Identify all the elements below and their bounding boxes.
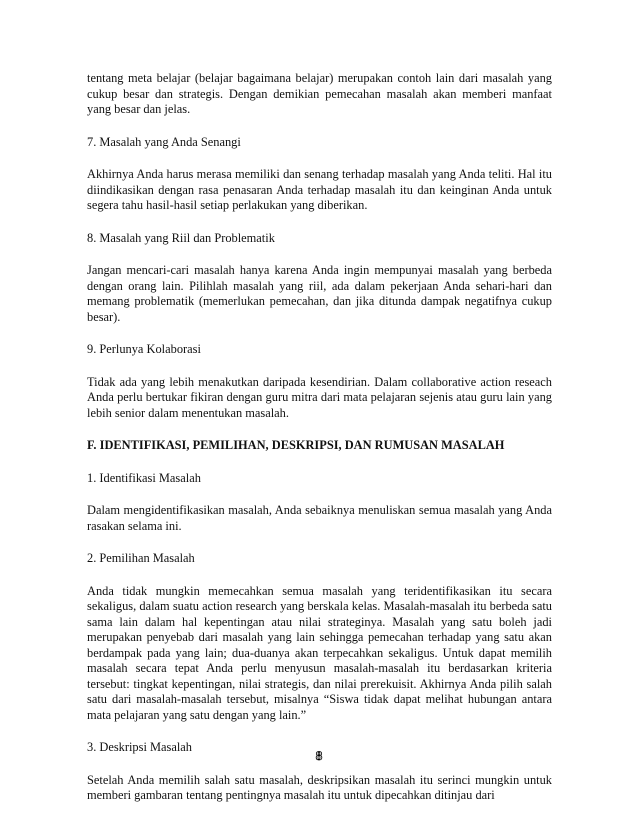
paragraph-meta-belajar: tentang meta belajar (belajar bagaimana belajar) merupakan contoh lain dari masalah yang cukup besar dan strategis. Dengan demikian pemecahan masalah akan memberi manfaat yang besar dan jelas. <box>87 71 552 116</box>
subheading-identifikasi: 1. Identifikasi Masalah <box>87 470 201 485</box>
page-content <box>87 71 552 804</box>
section-heading-f: F. IDENTIFIKASI, PEMILIHAN, DESKRIPSI, DAN RUMUSAN MASALAH <box>87 438 505 452</box>
subheading-pemilihan: 2. Pemilihan Masalah <box>87 551 195 565</box>
page-number <box>0 748 638 764</box>
subheading-deskripsi: 3. Deskripsi Masalah <box>87 740 192 754</box>
paragraph-kolaborasi: Tidak ada yang lebih menakutkan daripada kesendirian. Dalam collaborative action reseach Anda perlu bertukar fikiran dengan guru mitra dari mata pelajaran sejenis atau guru lain yang lebih senior dalam menentukan masalah. <box>87 374 552 420</box>
paragraph-masalah-disenangi: Akhirnya Anda harus merasa memiliki dan senang terhadap masalah yang Anda teliti. Hal itu diindikasikan dengan rasa penasaran Anda terhadap masalah itu dan keinginan Anda untuk segera tahu hasil-hasil setiap perlakukan yang diberikan. <box>87 167 552 212</box>
paragraph-pemilihan: Anda tidak mungkin memecahkan semua masalah yang teridentifikasikan itu secara sekaligus, dalam suatu action research yang berskala kelas. Masalah-masalah itu berbeda satu sama lain dalam hal kepentingan atau nilai strateginya. Masalah yang satu boleh jadi merupakan penyebab dari masalah yang lain sehingga pemecahan terhadap yang satu akan berdampak pada yang lain; dua-duanya akan terpecahkan sekaligus. Untuk dapat memilih masalah secara tepat Anda perlu menyusun masalah-masalah itu berdasarkan kriteria tersebut: tingkat kepentingan, nilai strategis, dan nilai prerekuisit. Akhirnya Anda pilih salah satu dari masalah-masalah tersebut, misalnya “Siswa tidak dapat melihat hubungan antara mata pelajaran yang satu dengan yang lain.” <box>87 583 552 722</box>
subheading-masalah-disenangi: 7. Masalah yang Anda Senangi <box>87 134 241 149</box>
page-number-text: 8 <box>315 748 323 763</box>
subheading-kolaborasi: 9. Perlunya Kolaborasi <box>87 342 201 356</box>
subheading-masalah-riil: 8. Masalah yang Riil dan Problematik <box>87 230 275 245</box>
paragraph-identifikasi: Dalam mengidentifikasikan masalah, Anda sebaiknya menuliskan semua masalah yang Anda rasakan selama ini. <box>87 503 552 533</box>
paragraph-deskripsi: Setelah Anda memilih salah satu masalah, deskripsikan masalah itu serinci mungkin untuk memberi gambaran tentang pentingnya masalah itu untuk dipecahkan ditinjau dari <box>87 772 552 802</box>
paragraph-masalah-riil: Jangan mencari-cari masalah hanya karena Anda ingin mempunyai masalah yang berbeda dengan orang lain. Pilihlah masalah yang riil, ada dalam pekerjaan Anda sehari-hari dan memang problematik (memerlukan pemecahan, dan jika ditunda dampak negatifnya cukup besar). <box>87 263 552 324</box>
